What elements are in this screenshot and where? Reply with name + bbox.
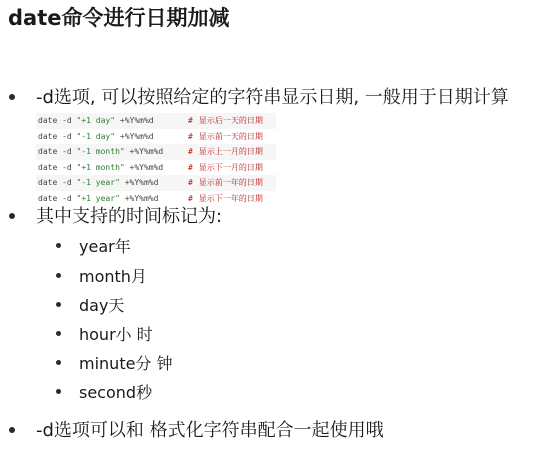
comment-hash: #: [188, 147, 193, 157]
comment-text: 显示后一天的日期: [198, 116, 263, 126]
cmd-prefix: date -d: [38, 131, 77, 141]
comment-hash: #: [188, 178, 193, 188]
code-command: [36, 178, 188, 187]
code-row: [36, 113, 276, 129]
sub-bullet-dot: [56, 389, 61, 394]
comment-hash: #: [188, 116, 193, 126]
code-command: [36, 163, 188, 172]
bullet-d-option-format-note: -d选项可以和 格式化字符串配合一起使用哦: [36, 420, 384, 441]
code-comment: [188, 177, 263, 188]
cmd-arg: "-1 month": [76, 147, 125, 157]
code-comment: [188, 131, 263, 142]
cmd-format: +%Y%m%d: [124, 147, 164, 157]
code-comment: [188, 146, 263, 157]
time-unit-year: year年: [79, 237, 131, 256]
comment-hash: #: [188, 162, 193, 172]
cmd-format: +%Y%m%d: [119, 178, 159, 188]
cmd-arg: "+1 month": [76, 162, 125, 172]
cmd-arg: "-1 year": [76, 178, 120, 188]
time-unit-second: second秒: [79, 383, 153, 402]
code-comment: [188, 162, 263, 173]
cmd-prefix: date -d: [38, 147, 77, 157]
cmd-arg: "-1 day": [76, 131, 116, 141]
bullet-dot: [9, 427, 15, 433]
bullet-dot: [9, 94, 15, 100]
cmd-prefix: date -d: [38, 162, 77, 172]
time-unit-day: day天: [79, 296, 125, 315]
sub-bullet-dot: [56, 243, 61, 248]
sub-bullet-dot: [56, 302, 61, 307]
sub-bullet-dot: [56, 331, 61, 336]
code-row: [36, 160, 276, 176]
code-comment: [188, 115, 263, 126]
comment-hash: #: [188, 193, 193, 203]
cmd-arg: "+1 year": [76, 193, 120, 203]
code-examples-table: [36, 113, 276, 206]
comment-text: 显示前一年的日期: [198, 178, 263, 188]
comment-hash: #: [188, 131, 193, 141]
bullet-d-option-description: -d选项, 可以按照给定的字符串显示日期, 一般用于日期计算: [36, 87, 509, 108]
bullet-dot: [9, 213, 15, 219]
code-command: [36, 116, 188, 125]
comment-text: 显示下一月的日期: [198, 162, 263, 172]
code-command: [36, 147, 188, 156]
code-command: [36, 132, 188, 141]
sub-bullet-dot: [56, 273, 61, 278]
cmd-prefix: date -d: [38, 178, 77, 188]
cmd-format: +%Y%m%d: [115, 131, 154, 141]
cmd-prefix: date -d: [38, 116, 77, 126]
code-row: [36, 129, 276, 145]
comment-text: 显示下一年的日期: [198, 193, 263, 203]
code-row: [36, 175, 276, 191]
time-unit-minute: minute分 钟: [79, 354, 173, 373]
cmd-format: +%Y%m%d: [124, 162, 164, 172]
comment-text: 显示上一月的日期: [198, 147, 263, 157]
sub-bullet-dot: [56, 360, 61, 365]
cmd-format: +%Y%m%d: [119, 193, 159, 203]
bullet-time-units-heading: 其中支持的时间标记为:: [36, 206, 223, 227]
comment-text: 显示前一天的日期: [198, 131, 263, 141]
page-title: date命令进行日期加减: [8, 6, 230, 30]
cmd-arg: "+1 day": [76, 116, 116, 126]
cmd-format: +%Y%m%d: [115, 116, 154, 126]
code-row: [36, 144, 276, 160]
cmd-prefix: date -d: [38, 193, 77, 203]
time-unit-hour: hour小 时: [79, 325, 153, 344]
time-unit-month: month月: [79, 267, 147, 286]
